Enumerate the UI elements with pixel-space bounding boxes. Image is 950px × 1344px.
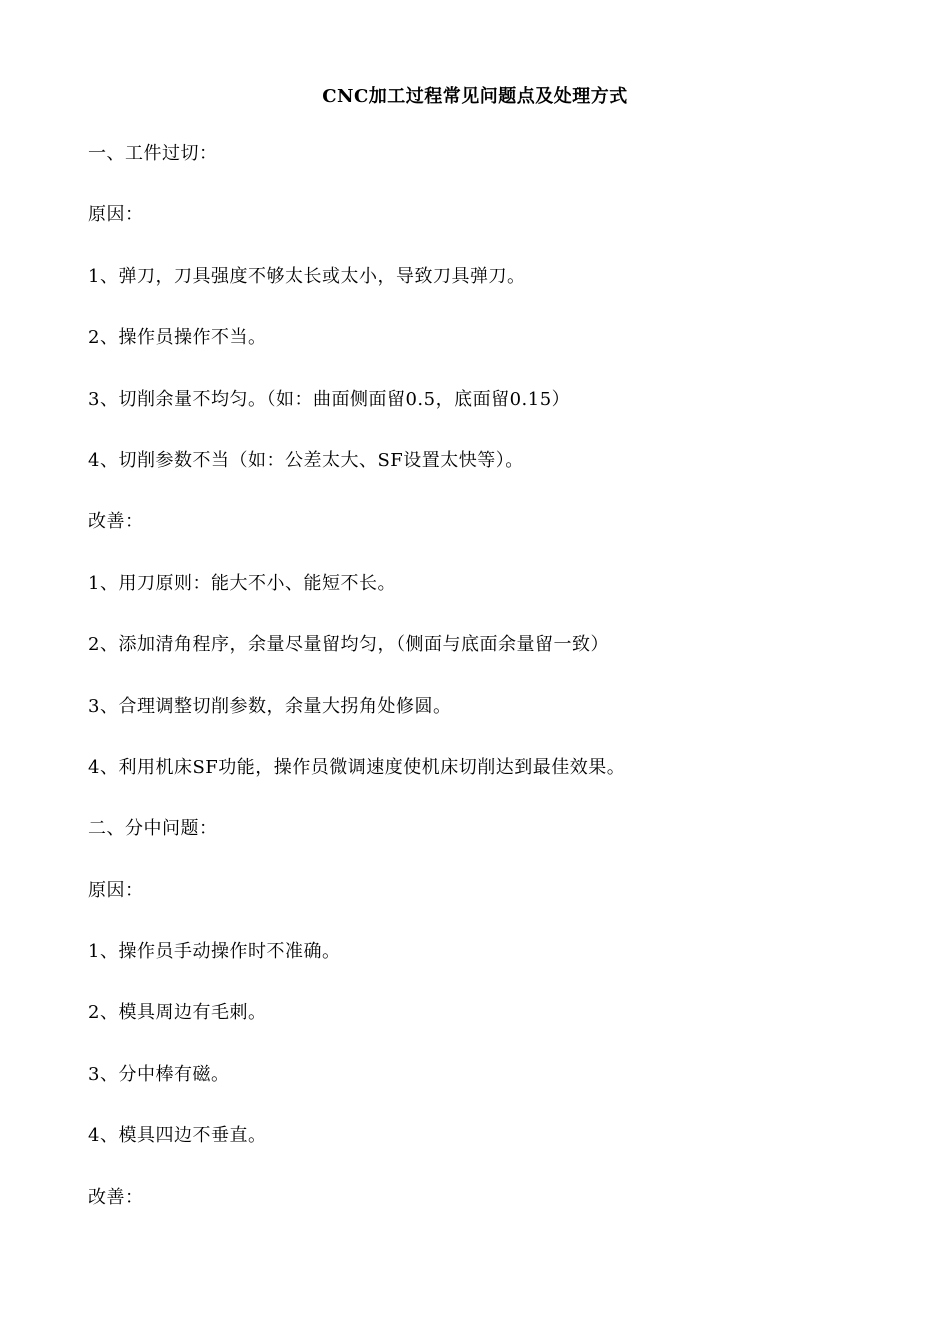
cause-item: 2、操作员操作不当。	[88, 327, 267, 349]
cause-item: 3、切削余量不均匀。（如：曲面侧面留0.5，底面留0.15）	[88, 388, 571, 410]
section-heading-overcut: 一、工件过切：	[88, 143, 218, 164]
document-title: CNC加工过程常见问题点及处理方式	[322, 86, 628, 107]
cause-item: 3、分中棒有磁。	[88, 1063, 230, 1085]
improvement-label: 改善：	[88, 511, 144, 533]
cause-item: 1、操作员手动操作时不准确。	[88, 941, 341, 963]
improvement-label: 改善：	[88, 1186, 144, 1208]
cause-item: 4、模具四边不垂直。	[88, 1125, 267, 1147]
section-heading-centering: 二、分中问题：	[88, 818, 218, 840]
improvement-item: 1、用刀原则：能大不小、能短不长。	[88, 572, 396, 594]
cause-item: 1、弹刀，刀具强度不够太长或太小，导致刀具弹刀。	[88, 265, 526, 287]
document-body	[88, 141, 888, 1246]
improvement-item: 2、添加清角程序，余量尽量留均匀，（侧面与底面余量留一致）	[88, 634, 609, 656]
improvement-item: 4、利用机床SF功能，操作员微调速度使机床切削达到最佳效果。	[88, 756, 626, 778]
cause-item: 2、模具周边有毛刺。	[88, 1002, 267, 1024]
cause-label: 原因：	[88, 204, 144, 226]
improvement-item: 3、合理调整切削参数，余量大拐角处修圆。	[88, 695, 452, 717]
cause-label: 原因：	[88, 879, 144, 901]
cause-item: 4、切削参数不当（如：公差太大、SF设置太快等）。	[88, 449, 524, 471]
